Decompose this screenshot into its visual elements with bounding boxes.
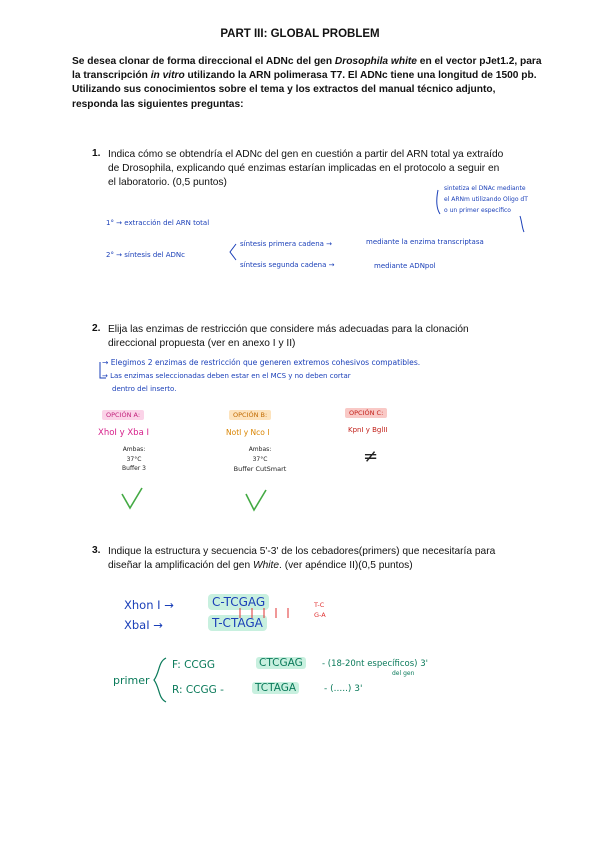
option-b-enzymes: NotI y Nco I (226, 428, 270, 437)
xba-sequence: T-CTAGA (208, 615, 267, 631)
q1-step2-brace (230, 244, 236, 260)
option-c-label: OPCIÓN C: (345, 408, 387, 418)
intro-part-3: utilizando la ARN polimerasa T7. El ADNc tiene una longitud de 1500 pb. Utilizando sus conocimientos sobre el tema y los extractos del manual técnico adjunto, responda las siguientes preguntas: (72, 70, 537, 110)
option-c-not-equal: ≠ (363, 446, 379, 467)
q1-note-line-1: sintetiza el DNAc mediante (444, 185, 526, 192)
option-b-info-1: Ambas: (248, 446, 272, 453)
option-a-info-2: 37°C (126, 456, 142, 463)
primer-brace (154, 658, 166, 702)
q2-answer-line-2: → Las enzimas seleccionadas deben estar en el MCS y no deben cortar (102, 372, 351, 380)
q1-note-brace (437, 190, 440, 214)
primer-reverse-site: TCTAGA (252, 682, 299, 694)
option-c-enzymes: KpnI y BglII (348, 426, 388, 434)
primer-label: primer (113, 674, 150, 687)
page-title: PART III: GLOBAL PROBLEM (220, 28, 380, 40)
question-3-number: 3. (92, 545, 101, 556)
q1-step-2: 2° → síntesis del ADNc (106, 251, 185, 259)
primer-forward-subnote: del gen (392, 670, 415, 677)
q2-answer-line-1: → Elegimos 2 enzimas de restricción que generen extremos cohesivos compatibles. (102, 358, 421, 367)
intro-part-1: Se desea clonar de forma direccional el ADNc del gen (72, 56, 335, 67)
q2-hook-arrow (100, 362, 106, 378)
primer-forward-prefix: F: CCGG (172, 659, 216, 671)
question-2-text: Elija las enzimas de restricción que considere más adecuadas para la clonación direccional propuesta (ver en anexo I y II) (108, 324, 469, 350)
primer-forward-site: CTCGAG (256, 657, 306, 669)
q1-step-1: 1° → extracción del ARN total (106, 219, 210, 227)
option-a-label: OPCIÓN A: (102, 410, 144, 420)
pair-note-1: T-C (314, 601, 325, 609)
question-3-text-b: . (ver apéndice II)(0,5 puntos) (279, 560, 413, 572)
question-1-number: 1. (92, 148, 101, 159)
question-1-text: Indica cómo se obtendría el ADNc del gen en cuestión a partir del ARN total ya extraído de Drosophila, explicando qué enzimas estarían implicadas en el protocolo a seguir en el laboratorio. (0,5 puntos) (108, 149, 504, 189)
option-b-info-2: 37°C (252, 456, 268, 463)
question-3-text-a: Indique la estructura y secuencia 5'-3' de los cebadores(primers) que necesitaría para diseñar la amplificación del gen (108, 546, 496, 572)
option-a-check-icon (122, 488, 142, 508)
primer-reverse-prefix: R: CCGG - (172, 684, 224, 696)
q1-branch-2-b: mediante ADNpol (374, 262, 436, 270)
q1-note-bracket (520, 216, 524, 232)
option-b-check-icon (246, 490, 266, 510)
question-2-number: 2. (92, 323, 101, 334)
question-3-gene: White (252, 560, 280, 572)
intro-invitro: in vitro (150, 70, 185, 82)
intro-gene: Drosophila white (334, 56, 417, 67)
q1-branch-1-b: mediante la enzima transcriptasa (366, 238, 484, 246)
q1-branch-1-a: síntesis primera cadena → (240, 240, 333, 248)
option-b-label: OPCIÓN B: (229, 410, 271, 420)
option-a-info-3: Buffer 3 (122, 465, 146, 472)
base-pair-arrows (240, 608, 288, 618)
xho-label: Xhon I → (124, 598, 174, 612)
primer-forward-suffix: - (18-20nt específicos) 3' (322, 659, 428, 669)
q1-note-line-2: el ARNm utilizando Oligo dT (444, 196, 528, 203)
pair-note-2: G-A (314, 611, 326, 619)
q1-branch-2-a: síntesis segunda cadena → (240, 261, 335, 269)
option-a-enzymes: XhoI y Xba I (98, 428, 149, 438)
q2-answer-line-3: dentro del inserto. (112, 385, 177, 393)
primer-reverse-suffix: - (.....) 3' (324, 684, 363, 694)
option-b-info-3: Buffer CutSmart (233, 465, 287, 473)
option-a-info-1: Ambas: (122, 446, 146, 453)
intro-part-2: en el vector pJet1.2, para la transcripción (72, 56, 542, 82)
q1-note-line-3: o un primer específico (444, 207, 511, 214)
xba-label: XbaI → (124, 618, 163, 632)
xho-sequence: C-TCGAG (208, 594, 269, 610)
